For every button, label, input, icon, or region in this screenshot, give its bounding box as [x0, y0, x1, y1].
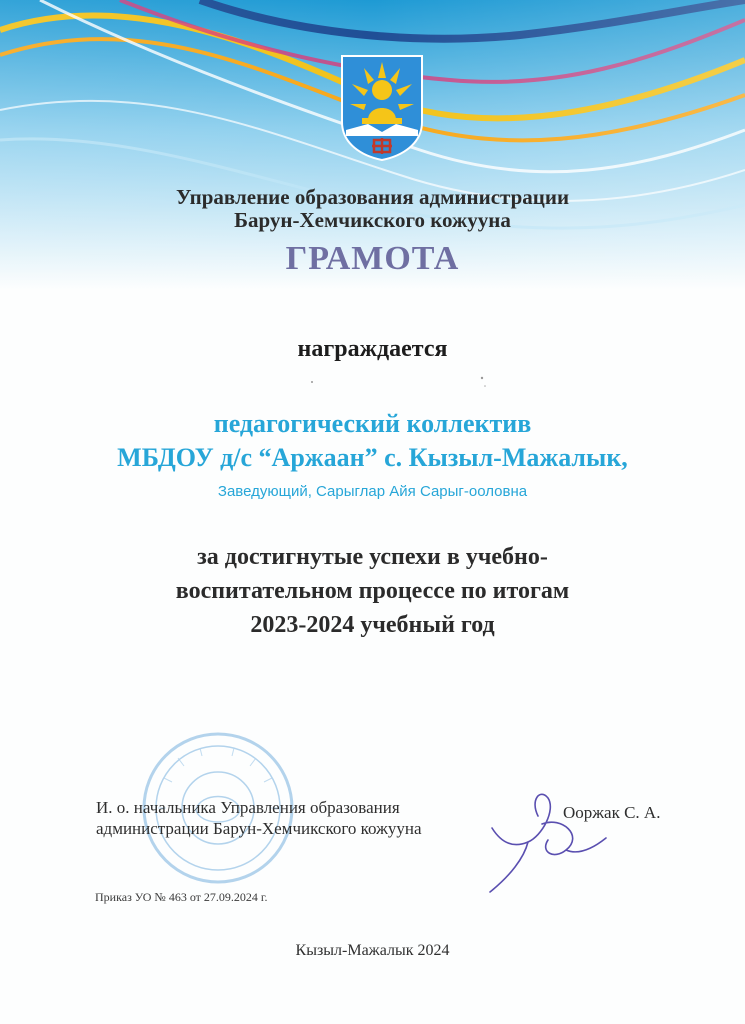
- recipient-line-1: педагогический коллектив: [213, 409, 532, 438]
- awarded-text: награждается: [297, 336, 448, 362]
- signatory-name: Ооржак С. А.: [563, 803, 661, 822]
- organization-name: [0, 186, 745, 232]
- reason-line-2: воспитательном процессе по итогам: [175, 578, 570, 604]
- signatory-position-line-2: администрации Барун-Хемчикского кожууна: [96, 819, 422, 838]
- order-reference: Приказ УО № 463 от 27.09.2024 г.: [95, 890, 268, 904]
- signatory-position: [96, 797, 422, 839]
- organization-line-1: Управление образования администрации: [175, 185, 570, 209]
- place-and-year: Кызыл-Мажалык 2024: [295, 942, 450, 959]
- head-of-institution: Заведующий, Сарыглар Айя Сарыг-ооловна: [217, 483, 528, 500]
- award-reason: [0, 540, 745, 642]
- paper-specks: [300, 372, 500, 402]
- reason-line-1: за достигнутые успехи в учебно-: [197, 544, 548, 570]
- recipient-line-2: МБДОУ д/с “Аржаан” с. Кызыл-Мажалык,: [117, 443, 628, 472]
- reason-line-3: 2023-2024 учебный год: [250, 612, 495, 638]
- certificate-title: ГРАМОТА: [285, 240, 460, 277]
- organization-line-2: Барун-Хемчикского кожууна: [234, 208, 511, 232]
- signatory-position-line-1: И. о. начальника Управления образования: [96, 798, 400, 817]
- coat-of-arms-icon: [338, 52, 426, 162]
- handwritten-signature: [480, 780, 610, 900]
